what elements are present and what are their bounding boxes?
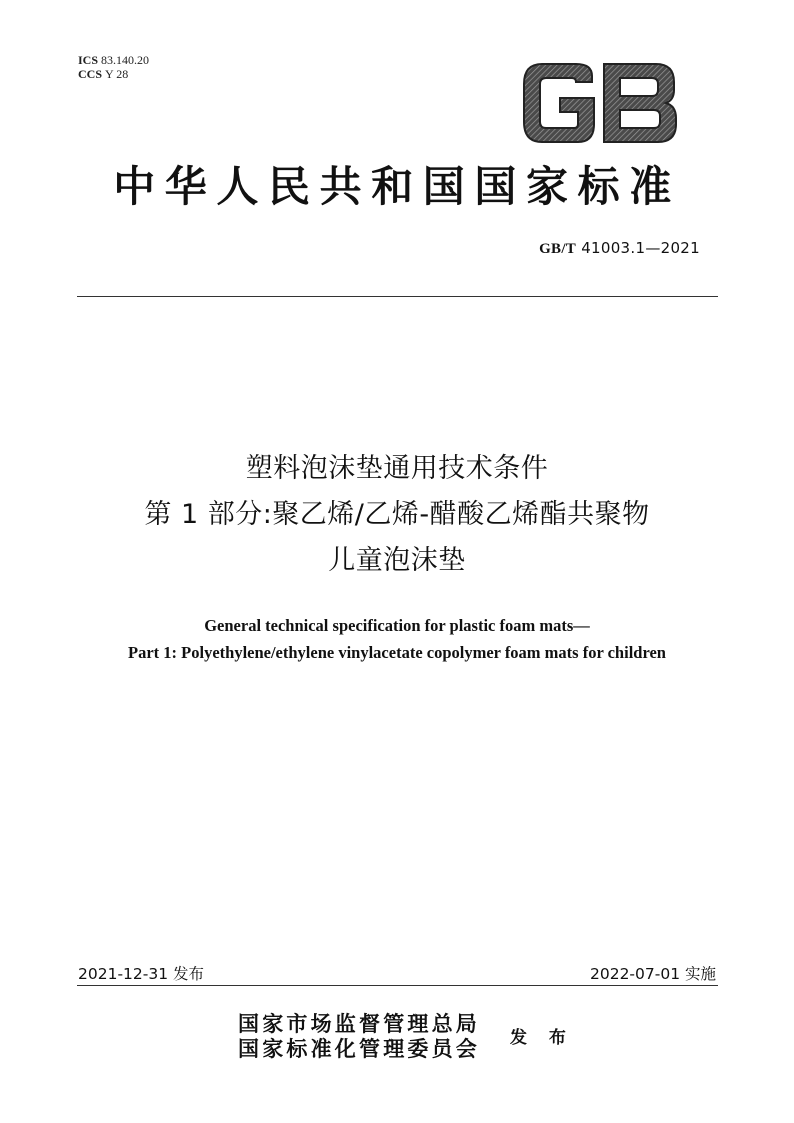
issuing-authorities [238, 1011, 480, 1061]
ccs-code [78, 67, 149, 81]
gb-logo-letter-b [604, 64, 676, 142]
gb-logo [520, 62, 678, 144]
standard-number [539, 239, 700, 258]
title-cn-line-3: 儿童泡沫垫 [328, 545, 466, 576]
issue-label: 发 布 [510, 1028, 574, 1048]
issuer-samr: 国家市场监督管理总局 [238, 1011, 480, 1036]
ccs-label: CCS [78, 67, 103, 81]
bottom-divider [77, 985, 718, 986]
top-divider [77, 296, 718, 297]
standard-code: 41003.1—2021 [581, 239, 700, 257]
title-cn-line-2: 第 1 部分:聚乙烯/乙烯-醋酸乙烯酯共聚物 [144, 499, 650, 530]
title-en-line-1: General technical specification for plastic foam mats— [204, 616, 590, 635]
issue-date: 2021-12-31 发布 [78, 965, 205, 983]
title-cn-line-1: 塑料泡沫垫通用技术条件 [245, 453, 549, 484]
implementation-date: 2022-07-01 实施 [589, 965, 716, 983]
title-chinese [60, 446, 734, 584]
ics-label: ICS [78, 53, 99, 67]
ics-code [78, 53, 149, 67]
ccs-value: Y 28 [105, 67, 129, 81]
issuer-sac: 国家标准化管理委员会 [238, 1036, 480, 1061]
national-standard-banner: 中华人民共和国国家标准 [113, 162, 681, 211]
classification-codes [78, 53, 149, 81]
standard-prefix: GB/T [539, 241, 577, 257]
ics-value: 83.140.20 [101, 53, 150, 67]
title-english [60, 612, 734, 666]
gb-logo-letter-g [524, 64, 594, 142]
title-en-line-2: Part 1: Polyethylene/ethylene vinylacetate copolymer foam mats for children [128, 643, 666, 662]
